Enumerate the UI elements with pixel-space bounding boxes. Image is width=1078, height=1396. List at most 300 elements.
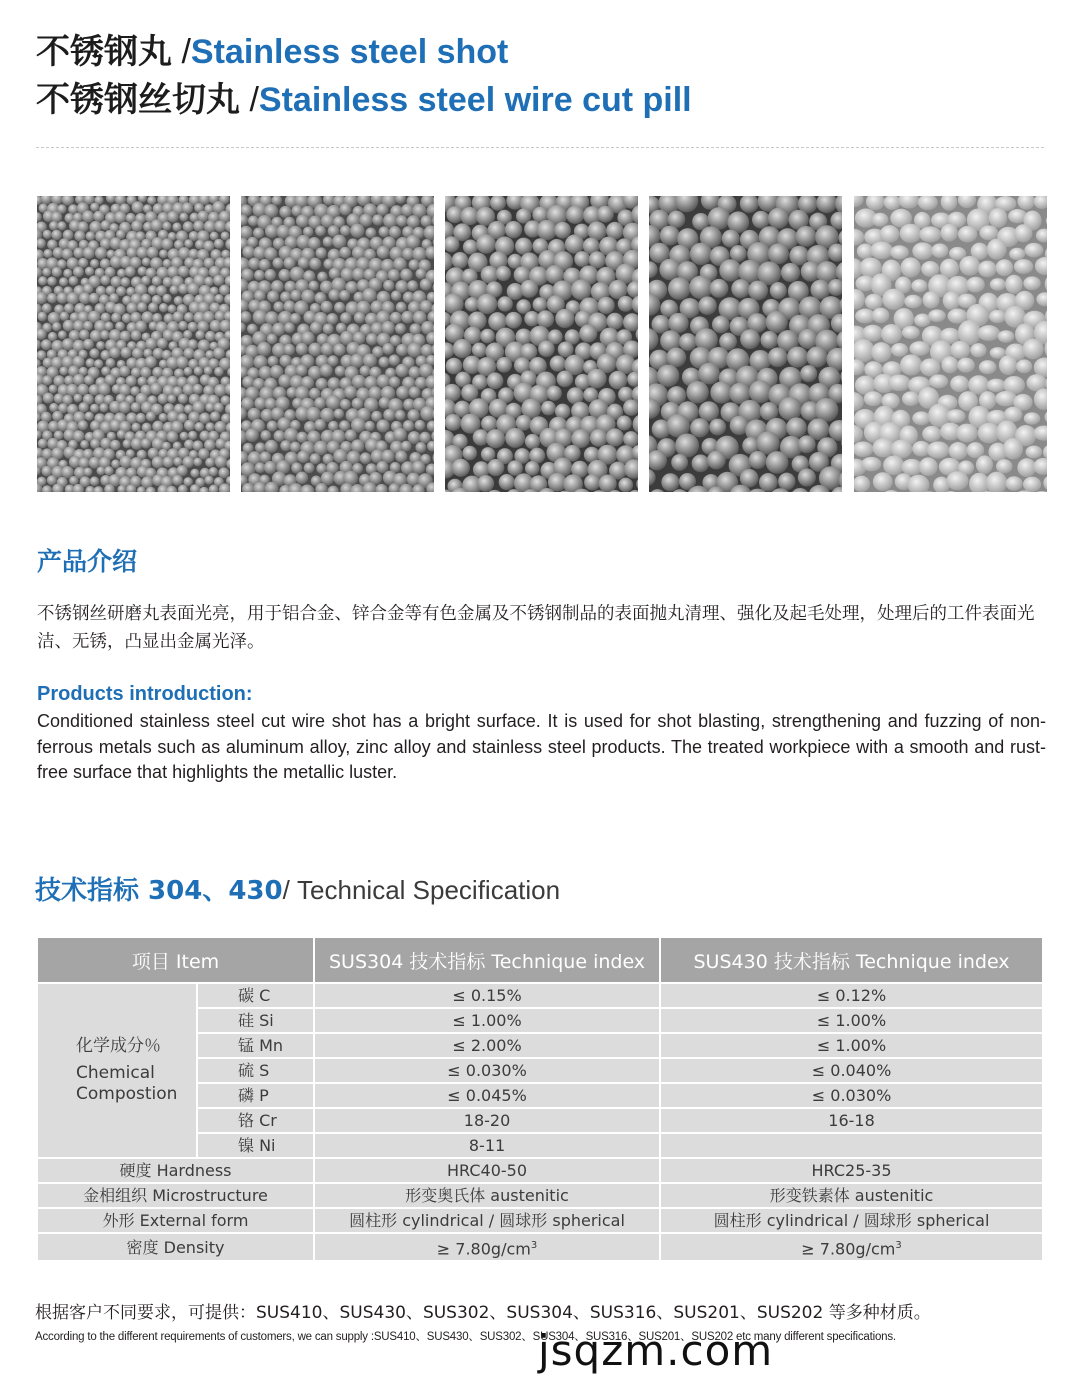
granule: [958, 226, 977, 243]
granule: [219, 285, 230, 296]
granule: [132, 201, 144, 213]
granule: [283, 344, 295, 356]
granule: [929, 374, 948, 388]
granule: [188, 431, 197, 440]
granule: [381, 321, 395, 335]
granule: [195, 330, 205, 340]
sus430-cell: ≤ 1.00%: [660, 1033, 1043, 1058]
granule: [339, 203, 351, 215]
granule: [902, 326, 920, 339]
granule: [323, 323, 334, 334]
granule: [197, 211, 208, 222]
granule: [675, 434, 699, 458]
granule: [309, 258, 321, 270]
granule: [941, 224, 958, 242]
granule: [1005, 275, 1023, 294]
granule: [766, 311, 788, 333]
granule: [376, 461, 388, 473]
granule: [920, 358, 941, 376]
granule: [712, 316, 730, 334]
granule: [120, 347, 131, 358]
granule: [125, 266, 136, 277]
granule: [574, 251, 590, 267]
granule: [668, 211, 686, 229]
granule: [265, 311, 279, 325]
granule: [912, 411, 930, 425]
granule: [173, 311, 184, 322]
granule: [599, 475, 617, 492]
granule: [395, 450, 407, 462]
granule: [865, 294, 883, 310]
granule: [412, 247, 426, 261]
granule: [400, 269, 412, 281]
granule: [147, 247, 159, 259]
granule: [661, 473, 679, 491]
granule: [85, 411, 94, 420]
granule: [340, 312, 352, 324]
granule: [787, 347, 808, 368]
granule: [890, 245, 909, 259]
granule: [558, 341, 574, 357]
granule: [396, 386, 409, 399]
granule: [272, 257, 283, 268]
granule: [145, 338, 157, 350]
granule: [205, 402, 215, 412]
granule: [52, 267, 62, 277]
granule: [209, 467, 218, 476]
table-header-row: [37, 937, 1043, 983]
granule: [284, 322, 295, 333]
granule: [117, 269, 126, 278]
granule: [310, 453, 321, 464]
chem-group-en-2: Compostion: [76, 1084, 178, 1104]
granule: [565, 235, 584, 254]
granule: [537, 220, 557, 240]
granule: [406, 235, 420, 249]
granule: [419, 432, 431, 444]
shot-sample-4-image: [649, 196, 842, 492]
granule: [78, 258, 88, 268]
granule: [340, 399, 351, 410]
granule: [272, 323, 285, 336]
granule: [73, 266, 84, 277]
granule: [131, 220, 143, 232]
granule: [760, 331, 778, 349]
granule: [48, 332, 57, 341]
granule: [301, 331, 315, 345]
granule: [393, 428, 407, 442]
granule: [176, 356, 188, 368]
granule: [1017, 458, 1036, 477]
granule: [796, 226, 817, 247]
granule: [379, 226, 390, 237]
granule: [421, 215, 433, 227]
granule: [334, 409, 345, 420]
granule: [82, 210, 94, 222]
granule: [806, 346, 827, 367]
granule: [597, 206, 614, 223]
granule: [205, 422, 214, 431]
granule: [248, 408, 261, 421]
granule: [321, 471, 335, 485]
spec-title: [35, 870, 560, 907]
granule: [204, 366, 213, 375]
granule: [242, 246, 255, 259]
granule: [111, 313, 121, 323]
sus304-cell: 形变奥氏体 austenitic: [314, 1183, 660, 1208]
granule: [409, 386, 421, 398]
granule: [902, 391, 920, 406]
sus304-density-cell: [314, 1233, 660, 1261]
granule: [555, 404, 570, 419]
granule: [253, 227, 264, 238]
granule: [328, 289, 340, 301]
granule: [946, 471, 968, 490]
granule: [476, 234, 495, 253]
granule: [174, 296, 183, 305]
granule: [49, 385, 58, 394]
granule: [178, 284, 188, 294]
granule: [446, 358, 463, 375]
granule: [756, 431, 779, 454]
granule: [259, 259, 271, 271]
granule: [487, 459, 504, 476]
granule: [584, 474, 600, 490]
granule: [496, 266, 511, 281]
granule: [184, 367, 193, 376]
granule: [90, 439, 100, 449]
granule: [364, 421, 374, 431]
granule: [80, 440, 89, 449]
granule: [698, 296, 717, 315]
granule: [69, 476, 78, 485]
granule: [967, 442, 985, 458]
granule: [376, 204, 388, 216]
granule: [1024, 412, 1040, 425]
granule: [83, 321, 93, 331]
shot-sample-1-image: [37, 196, 230, 492]
granule: [749, 451, 767, 469]
granule: [320, 301, 332, 313]
granule: [987, 379, 1006, 392]
chemical-composition-group: [37, 983, 197, 1158]
granule: [158, 393, 169, 404]
granule: [187, 283, 199, 295]
granule: [657, 364, 679, 386]
granule: [316, 378, 328, 390]
granule: [198, 448, 209, 459]
granule: [609, 371, 628, 390]
granule: [267, 420, 278, 431]
granule: [332, 234, 346, 248]
granule: [120, 456, 133, 469]
element-cell: 硫 S: [197, 1058, 314, 1083]
granule: [909, 341, 930, 356]
chem-group-cn: 化学成分％: [76, 1036, 161, 1056]
granule: [486, 429, 505, 448]
granule: [221, 231, 230, 240]
granule: [900, 224, 922, 243]
granule: [184, 420, 195, 431]
granule: [872, 213, 889, 227]
granule: [41, 339, 52, 350]
granule: [914, 313, 931, 326]
granule: [768, 243, 789, 264]
granule: [218, 467, 229, 478]
granule: [382, 343, 394, 355]
granule: [37, 312, 47, 322]
granule: [310, 322, 322, 334]
granule: [42, 375, 52, 385]
granule: [354, 312, 365, 323]
granule: [1016, 359, 1032, 373]
granule: [340, 225, 351, 236]
granule: [686, 381, 708, 403]
granule: [749, 380, 772, 403]
spec-title-en: / Technical Specification: [282, 875, 561, 905]
sus304-cell: ≤ 2.00%: [314, 1033, 660, 1058]
granule: [870, 241, 893, 259]
granule: [147, 196, 156, 205]
granule: [73, 247, 84, 258]
granule: [950, 341, 970, 359]
sus304-cell: 圆柱形 cylindrical / 圆球形 spherical: [314, 1208, 660, 1233]
granule: [1023, 276, 1041, 290]
granule: [73, 394, 82, 403]
sus304-cell: ≤ 1.00%: [314, 1008, 660, 1033]
granule: [463, 240, 478, 255]
granule: [445, 414, 461, 431]
granule: [1025, 446, 1042, 459]
header-sus304: SUS304 技术指标 Technique index: [314, 937, 660, 983]
granule: [883, 455, 904, 475]
granule: [190, 469, 199, 478]
granule: [296, 343, 308, 355]
element-cell: 锰 Mn: [197, 1033, 314, 1058]
granule: [345, 429, 357, 441]
granule: [396, 215, 407, 226]
granule: [998, 330, 1015, 342]
granule: [525, 461, 540, 476]
title-line-1: [36, 32, 508, 72]
photo-strip: [37, 196, 1047, 492]
granule: [100, 220, 110, 230]
granule: [178, 394, 188, 404]
granule: [815, 398, 839, 422]
granule: [1003, 438, 1023, 459]
granule: [150, 219, 162, 231]
granule: [360, 365, 371, 376]
granule: [396, 302, 407, 313]
granule: [173, 457, 182, 466]
intro-heading-en: Products introduction:: [37, 683, 253, 705]
granule: [161, 238, 173, 250]
granule: [132, 348, 143, 359]
granule: [96, 341, 105, 350]
granule: [587, 369, 607, 389]
granule: [109, 347, 120, 358]
title-separator-1: /: [181, 33, 191, 71]
granule: [760, 402, 778, 420]
granule: [395, 364, 408, 377]
granule: [352, 398, 364, 410]
granule: [408, 366, 420, 378]
sus304-density-value: ≥ 7.80g/cm: [436, 1239, 531, 1259]
granule: [214, 402, 224, 412]
granule: [248, 258, 260, 270]
granule: [176, 465, 187, 476]
granule: [257, 342, 271, 356]
granule: [47, 293, 57, 303]
granule: [98, 383, 111, 396]
granule: [376, 419, 389, 432]
granule: [339, 247, 351, 259]
granule: [377, 246, 390, 259]
granule: [525, 434, 540, 449]
granule: [383, 213, 398, 228]
granule: [692, 454, 710, 472]
granule: [215, 456, 227, 468]
granule: [778, 473, 795, 490]
granule: [120, 277, 130, 287]
granule: [668, 313, 688, 333]
shot-sample-2-image: [241, 196, 434, 492]
granule: [873, 472, 893, 491]
granule: [395, 410, 406, 421]
granule: [179, 212, 188, 221]
granule: [268, 356, 279, 367]
granule: [279, 206, 291, 218]
element-cell: 铬 Cr: [197, 1108, 314, 1133]
granule: [267, 290, 279, 302]
granule: [49, 221, 58, 230]
granule: [59, 366, 68, 375]
granule: [62, 338, 74, 350]
granule: [58, 330, 67, 339]
granule: [882, 289, 905, 310]
granule: [956, 424, 978, 443]
granule: [274, 430, 286, 442]
granule: [137, 247, 149, 259]
granule: [589, 251, 606, 268]
granule: [372, 214, 383, 225]
title-separator-2: /: [249, 81, 259, 119]
granule: [245, 428, 259, 442]
granule: [114, 211, 126, 223]
granule: [284, 257, 296, 269]
granule: [880, 225, 900, 243]
granule: [167, 211, 179, 223]
granule: [193, 384, 203, 394]
granule: [90, 404, 99, 413]
spec-title-cn: 技术指标 304、430: [35, 876, 283, 906]
granule: [959, 256, 980, 276]
shot-sample-3-image: [445, 196, 638, 492]
granule: [480, 329, 495, 344]
granule: [78, 420, 88, 430]
granule: [184, 312, 194, 322]
granule: [881, 324, 902, 344]
granule: [618, 478, 633, 492]
granule: [350, 354, 364, 368]
sus430-cell: 圆柱形 cylindrical / 圆球形 spherical: [660, 1208, 1043, 1233]
granule: [280, 440, 291, 451]
granule: [550, 356, 566, 372]
granule: [100, 330, 110, 340]
granule: [159, 413, 168, 422]
granule: [214, 294, 223, 303]
granule: [452, 252, 469, 269]
table-row: [37, 1158, 1043, 1183]
granule: [85, 267, 94, 276]
granule: [323, 236, 334, 247]
granule: [169, 285, 178, 294]
header-item: 项目 Item: [37, 937, 314, 983]
granule: [719, 259, 741, 281]
granule: [946, 409, 965, 423]
granule: [119, 401, 131, 413]
granule: [99, 403, 108, 412]
granule: [255, 442, 266, 453]
granule: [416, 268, 427, 279]
granule: [148, 302, 158, 312]
granule: [579, 324, 597, 342]
granule: [587, 221, 606, 240]
granule: [888, 375, 910, 392]
granule: [481, 266, 499, 284]
granule: [43, 392, 54, 403]
granule: [533, 297, 548, 312]
granule: [1004, 407, 1022, 423]
item-cell: 金相组织 Microstructure: [37, 1183, 314, 1208]
granule: [606, 428, 624, 446]
granule: [770, 282, 787, 299]
granule: [90, 203, 99, 212]
granule: [922, 426, 941, 442]
granule: [172, 475, 183, 486]
granule: [86, 358, 95, 367]
granule: [304, 463, 315, 474]
item-cell: 硬度 Hardness: [37, 1158, 314, 1183]
granule: [800, 365, 817, 382]
granule: [214, 384, 227, 397]
granule: [131, 330, 142, 341]
granule: [976, 455, 993, 474]
sus430-cell: ≤ 0.040%: [660, 1058, 1043, 1083]
sus304-cell: ≤ 0.030%: [314, 1058, 660, 1083]
granule: [321, 343, 334, 356]
granule: [111, 276, 122, 287]
granule: [786, 417, 807, 438]
granule: [389, 354, 400, 365]
granule: [84, 375, 94, 385]
granule: [987, 239, 1007, 260]
granule: [83, 247, 95, 259]
granule: [798, 329, 818, 349]
granule: [308, 237, 321, 250]
granule: [996, 259, 1014, 276]
granule: [798, 435, 816, 453]
sus430-cell: ≤ 0.030%: [660, 1083, 1043, 1108]
granule: [52, 322, 61, 331]
sus304-cell: HRC40-50: [314, 1158, 660, 1183]
site-watermark: jsqzm.com: [538, 1326, 774, 1375]
granule: [555, 309, 574, 328]
granule: [872, 308, 889, 323]
granule: [180, 432, 189, 441]
dashed-divider: [36, 147, 1044, 148]
granule: [978, 261, 997, 278]
